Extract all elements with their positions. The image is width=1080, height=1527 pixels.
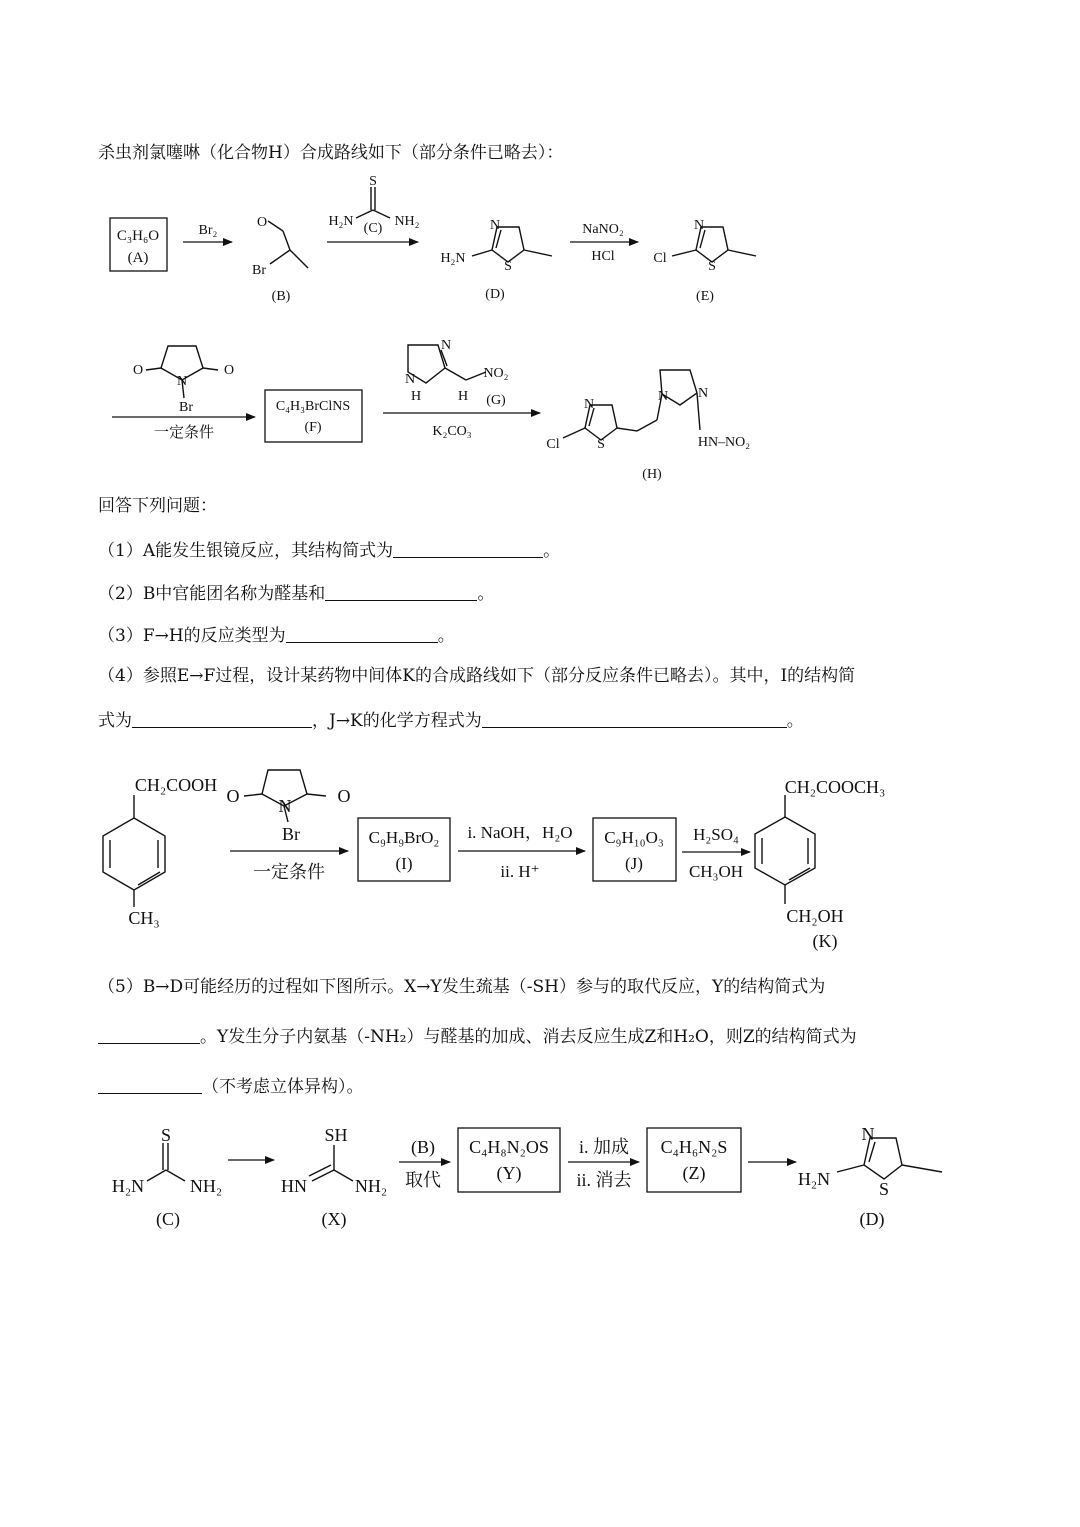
compound-K-label: (K)	[812, 931, 838, 951]
arrow-J-K-solvent: CH₃OH	[688, 862, 744, 881]
arrow-F-H	[383, 413, 540, 439]
compound-H-sulfur: S	[597, 437, 605, 452]
compound-D-nitrogen: N	[489, 218, 501, 233]
question-2-text: （2）B中官能团名称为醛基和	[98, 584, 326, 604]
reagent-G-nh: N	[404, 372, 416, 387]
compound-G-reagent	[405, 338, 509, 408]
compound-H-chlorine: Cl	[546, 437, 560, 452]
reagent-C-label: (C)	[363, 221, 383, 236]
compound-F	[265, 390, 362, 442]
arrow-start-I	[230, 851, 348, 882]
scheme3-C-h2n: H₂N	[111, 1176, 145, 1196]
arrow-X-Y	[399, 1137, 450, 1190]
compound-J-formula: C₉H₁₀O₃	[604, 828, 664, 847]
reagent-C-h2n: H₂N	[328, 214, 354, 229]
compound-D-label: (D)	[485, 287, 505, 302]
arrow-D-E-top: NaNO₂	[582, 222, 624, 237]
reagent-G-nitrogen: N	[440, 338, 452, 353]
compound-I-formula: C₉H₉BrO₂	[368, 828, 440, 847]
scheme3-C-sulfur: S	[160, 1125, 172, 1145]
compound-X-label: (X)	[321, 1209, 347, 1229]
question-1-end: 。	[543, 541, 561, 561]
compound-X	[281, 1125, 387, 1230]
compound-D-sulfur: S	[504, 259, 512, 274]
compound-D	[440, 218, 552, 302]
arrow-Y-Z	[568, 1137, 639, 1190]
reagent-C-sulfur: S	[369, 174, 377, 189]
compound-D-scheme3	[798, 1124, 942, 1230]
arrow-X-Y-reagent: (B)	[411, 1137, 435, 1157]
arrow-I-J	[458, 823, 585, 881]
compound-E-sulfur: S	[708, 259, 716, 274]
compound-F-formula: C₄H₃BrClNS	[275, 399, 351, 414]
nbs2-oxygen-left: O	[226, 786, 240, 806]
arrow-J-K-acid: H₂SO₄	[693, 825, 739, 844]
compound-E-label: (E)	[696, 289, 714, 304]
start-ch2cooh: CH₂COOH	[134, 775, 218, 795]
arrow-F-H-base: K₂CO₃	[432, 424, 472, 439]
arrow-start-I-condition: 一定条件	[253, 862, 325, 882]
question-1-text: （1）A能发生银镜反应，其结构简式为	[98, 541, 394, 561]
compound-D-h2n: H₂N	[440, 251, 466, 266]
arrow-Y-Z-step1: i. 加成	[578, 1137, 630, 1157]
compound-C-scheme3	[112, 1125, 222, 1230]
scheme3-C-label: (C)	[156, 1209, 180, 1229]
question-4-line2a: 式为	[98, 711, 132, 731]
reagent-C-nh2: NH₂	[394, 214, 420, 229]
arrow-Y-Z-step2: ii. 消去	[576, 1170, 632, 1190]
nbs1-bromine: Br	[179, 400, 193, 415]
scheme3-D-h2n: H₂N	[797, 1169, 831, 1189]
nbs2-nitrogen: N	[278, 796, 292, 816]
compound-X-sh: SH	[324, 1125, 348, 1145]
arrow-J-K	[682, 825, 750, 881]
question-4-end: 。	[786, 711, 804, 731]
compound-A-label: (A)	[127, 250, 149, 266]
question-4-line1: （4）参照E→F过程，设计某药物中间体K的合成路线如下（部分反应条件已略去）。其中，I的结构简	[98, 666, 856, 686]
nbs1-oxygen-right: O	[223, 363, 235, 378]
arrow-E-F	[112, 417, 255, 441]
nbs1-oxygen-left: O	[132, 363, 144, 378]
compound-C-reagent	[328, 174, 419, 236]
compound-H-nitrogen-imine: N	[697, 386, 709, 401]
arrow-E-F-condition: 一定条件	[153, 425, 215, 441]
compound-E-nitrogen: N	[693, 218, 705, 233]
reagent-G-no2: NO₂	[483, 366, 509, 381]
compound-A	[110, 218, 167, 271]
reagent-G-h2: H	[457, 389, 469, 404]
compound-X-nh2: NH₂	[354, 1176, 388, 1196]
compound-K-ch2oh: CH₂OH	[786, 906, 844, 926]
nbs-reagent-1	[133, 346, 234, 415]
compound-Y	[458, 1128, 560, 1192]
compound-Y-formula: C₄H₈N₂OS	[469, 1137, 549, 1157]
compound-X-hn: HN	[281, 1176, 307, 1196]
reagent-G-h1: H	[410, 389, 422, 404]
compound-H-nitrogen-ring: N	[657, 389, 669, 404]
scheme3-D-nitrogen: N	[861, 1124, 875, 1144]
arrow-X-Y-type: 取代	[405, 1170, 441, 1190]
question-5-line1: （5）B→D可能经历的过程如下图所示。X→Y发生巯基（-SH）参与的取代反应，Y的结构简式为	[98, 977, 826, 997]
compound-I	[358, 818, 450, 881]
nbs-reagent-2	[227, 770, 351, 844]
compound-Z	[647, 1128, 741, 1192]
scheme3-D-label: (D)	[859, 1209, 885, 1229]
nbs2-oxygen-right: O	[337, 786, 351, 806]
question-5-line3-text: （不考虑立体异构）。	[202, 1077, 364, 1097]
compound-J	[593, 818, 676, 881]
compound-I-label: (I)	[395, 854, 413, 873]
scheme3-D-sulfur: S	[878, 1179, 890, 1199]
reagent-G-label: (G)	[486, 393, 506, 408]
arrow-A-B-reagent: Br₂	[198, 223, 218, 238]
arrow-D-E-bottom: HCl	[591, 249, 615, 264]
nbs1-nitrogen: N	[176, 374, 188, 389]
arrow-I-J-step2: ii. H⁺	[500, 862, 540, 881]
question-3-end: 。	[437, 626, 455, 646]
answer-intro: 回答下列问题：	[98, 496, 217, 516]
arrow-A-B	[183, 223, 232, 242]
compound-B-oxygen: O	[256, 215, 268, 230]
compound-F-label: (F)	[304, 420, 322, 435]
compound-B	[252, 215, 308, 304]
nbs2-bromine: Br	[282, 824, 300, 844]
compound-H-nitrogen-thiazole: N	[583, 397, 595, 412]
start-ch3: CH₃	[128, 908, 160, 928]
compound-E-chlorine: Cl	[653, 251, 667, 266]
compound-E	[653, 218, 756, 304]
intro-text: 杀虫剂氯噻啉（化合物H）合成路线如下（部分条件已略去）：	[98, 143, 564, 163]
compound-H-hn-no2: HN–NO₂	[697, 435, 751, 450]
compound-H	[546, 370, 750, 482]
arrow-I-J-step1: i. NaOH，H₂O	[467, 823, 573, 842]
compound-K-ester: CH₂COOCH₃	[784, 777, 886, 797]
compound-Z-label: (Z)	[682, 1163, 706, 1183]
question-3-text: （3）F→H的反应类型为	[98, 626, 286, 646]
arrow-D-E	[570, 222, 638, 264]
compound-K	[755, 777, 885, 952]
start-material-scheme2	[103, 775, 217, 928]
compound-A-formula: C₃H₆O	[116, 228, 160, 244]
compound-B-bromine: Br	[252, 263, 266, 278]
compound-Y-label: (Y)	[496, 1163, 522, 1183]
question-4-line2b: ，J→K的化学方程式为	[312, 711, 482, 731]
compound-Z-formula: C₄H₆N₂S	[660, 1137, 728, 1157]
question-5-line2-text: 。Y发生分子内氨基（-NH₂）与醛基的加成、消去反应生成Z和H₂O，则Z的结构简式为	[200, 1027, 857, 1047]
scheme3-C-nh2: NH₂	[189, 1176, 223, 1196]
compound-J-label: (J)	[625, 854, 643, 873]
compound-H-label: (H)	[642, 467, 662, 482]
question-2-end: 。	[477, 584, 495, 604]
compound-B-label: (B)	[271, 289, 291, 304]
